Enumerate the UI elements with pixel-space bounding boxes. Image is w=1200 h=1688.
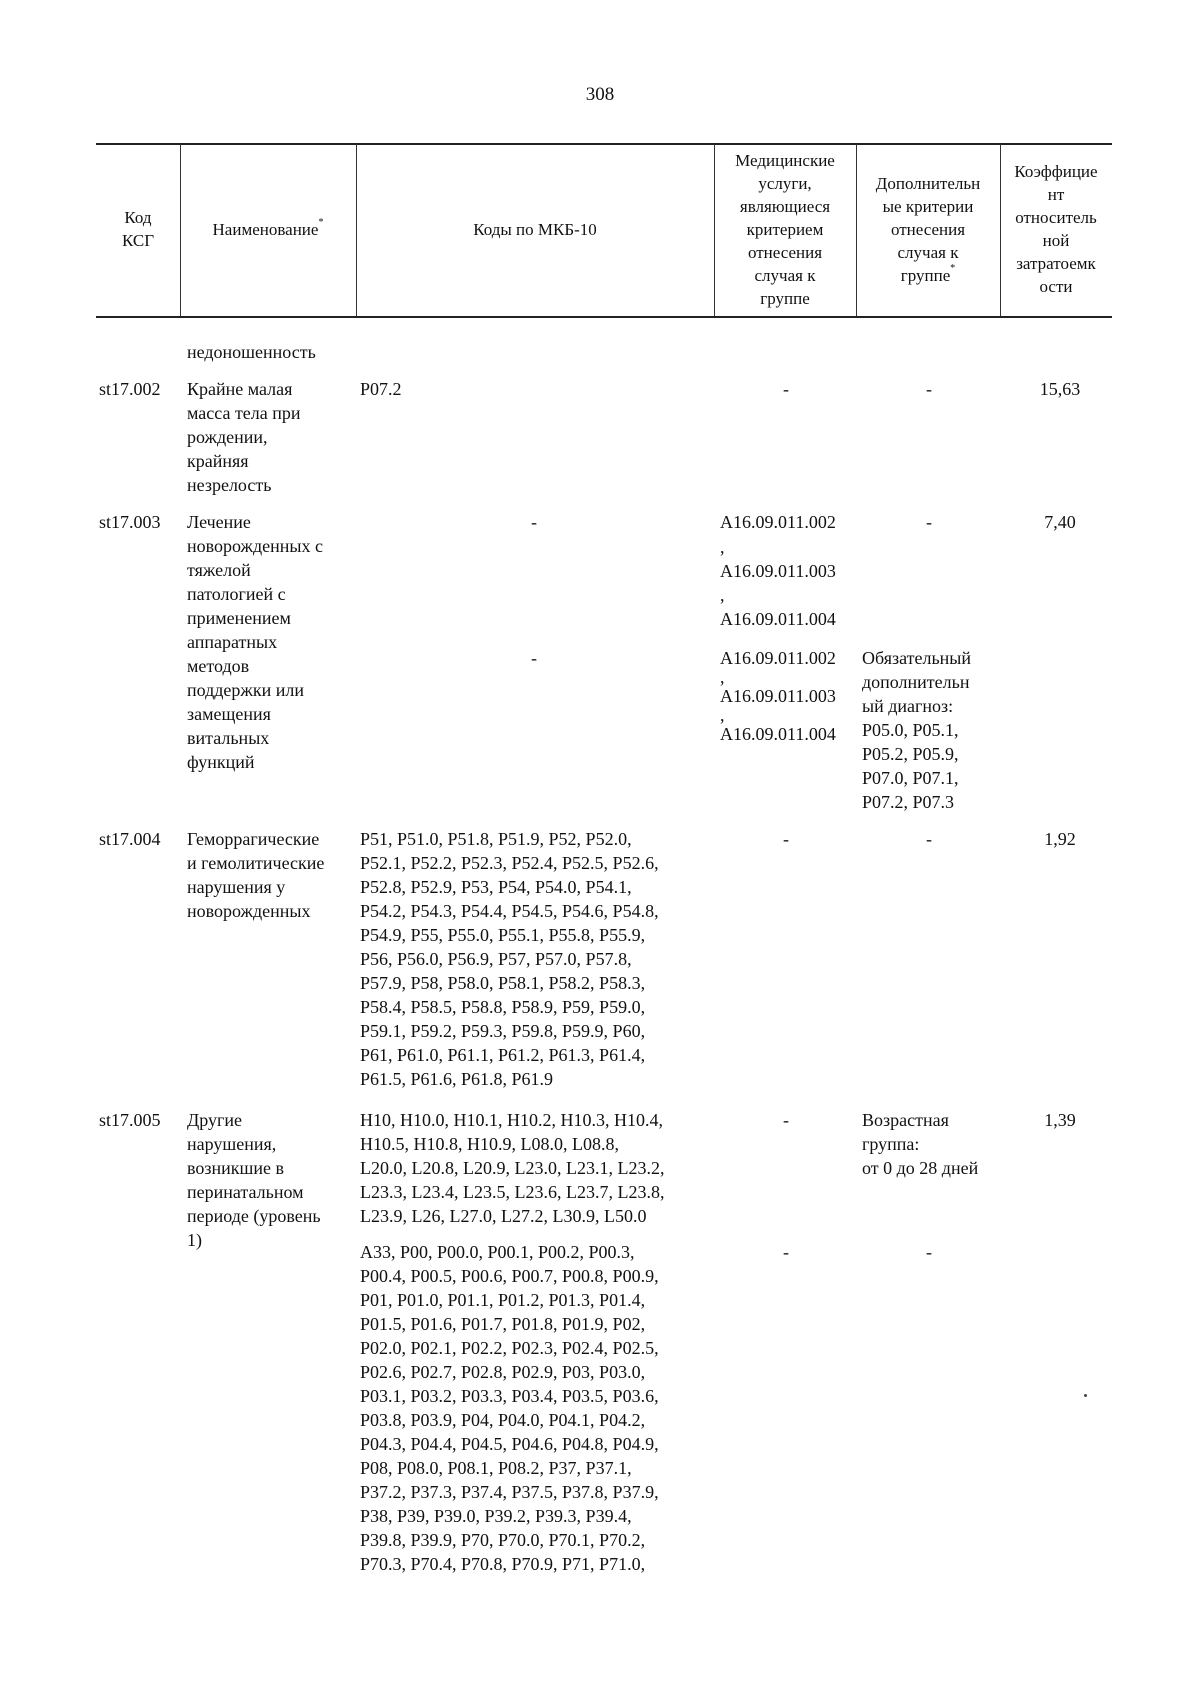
header-services	[714, 149, 856, 310]
row-services: -	[783, 829, 789, 849]
icd-line: P02.0, P02.1, P02.2, P02.3, P02.4, P02.5,	[360, 1338, 659, 1358]
icd-line: P61.5, P61.6, P61.8, P61.9	[360, 1069, 554, 1089]
header-coefficient	[1000, 160, 1112, 298]
row-name-line: крайняя	[187, 451, 249, 471]
icd-line: L23.9, L26, L27.0, L27.2, L30.9, L50.0	[360, 1206, 647, 1226]
row-name-line: поддержки или	[187, 680, 304, 700]
icd-line: P51, P51.0, P51.8, P51.9, P52, P52.0,	[360, 829, 632, 849]
extra-line: группа:	[862, 1134, 920, 1154]
header-extra-line: ые критерии	[882, 197, 974, 216]
header-services-line: являющиеся	[739, 197, 831, 216]
row-coefficient: 1,39	[1044, 1110, 1076, 1130]
row-name-line: функций	[187, 752, 255, 772]
row-extra-criteria: -	[926, 1242, 932, 1262]
header-extra-line: случая к	[897, 243, 959, 262]
header-extra-line: отнесения	[890, 220, 966, 239]
icd-line: P37.2, P37.3, P37.4, P37.5, P37.8, P37.9,	[360, 1482, 659, 1502]
header-services-line: Медицинские	[735, 151, 835, 170]
row-name-line: нарушения у	[187, 877, 286, 897]
row-icd-codes: -	[531, 512, 537, 532]
separator: ,	[720, 585, 725, 605]
row-name	[187, 377, 301, 497]
header-coef-line: относитель	[1015, 208, 1097, 227]
row-name-line: Другие	[187, 1110, 243, 1130]
extra-line: Обязательный	[862, 648, 972, 668]
service-code: A16.09.011.002	[720, 512, 836, 532]
row-name-line: витальных	[187, 728, 270, 748]
icd-line: L20.0, L20.8, L20.9, L23.0, L23.1, L23.2,	[360, 1158, 665, 1178]
icd-line: P39.8, P39.9, P70, P70.0, P70.1, P70.2,	[360, 1530, 646, 1550]
icd-line: P54.9, P55, P55.0, P55.1, P55.8, P55.9,	[360, 925, 646, 945]
row-icd-codes	[360, 827, 659, 1091]
row-name-line: тяжелой	[187, 560, 251, 580]
row-extra-criteria	[862, 1108, 978, 1180]
icd-line: P57.9, P58, P58.0, P58.1, P58.2, P58.3,	[360, 973, 646, 993]
row-code: st17.004	[99, 829, 161, 849]
row-extra-criteria	[862, 646, 971, 814]
table-top-border	[96, 143, 1112, 145]
separator: ,	[720, 705, 725, 725]
icd-line: P56, P56.0, P56.9, P57, P57.0, P57.8,	[360, 949, 632, 969]
row-icd-codes: -	[531, 648, 537, 668]
row-name-line: патологией с	[187, 584, 286, 604]
continuation-text: недоношенность	[187, 342, 316, 362]
row-extra-criteria: -	[926, 512, 932, 532]
header-services-line: группе	[760, 289, 810, 308]
header-services-line: услуги,	[758, 174, 812, 193]
row-services: -	[783, 1242, 789, 1262]
row-name-line: новорожденных	[187, 901, 311, 921]
row-icd-codes	[360, 1240, 659, 1576]
separator: ,	[720, 536, 725, 557]
row-name-line: Лечение	[187, 512, 251, 532]
extra-line: от 0 до 28 дней	[862, 1158, 979, 1178]
footnote-mark: *	[950, 263, 956, 274]
icd-line: P01.5, P01.6, P01.7, P01.8, P01.9, P02,	[360, 1314, 646, 1334]
header-coef-line: ной	[1042, 231, 1070, 250]
row-name-line: Геморрагические	[187, 829, 320, 849]
header-coef-line: нт	[1047, 185, 1065, 204]
header-icd-text: Коды по МКБ-10	[473, 220, 597, 239]
icd-line: H10.5, H10.8, H10.9, L08.0, L08.8,	[360, 1134, 619, 1154]
row-name-line: рождении,	[187, 427, 268, 447]
icd-line: P08, P08.0, P08.1, P08.2, P37, P37.1,	[360, 1458, 632, 1478]
row-name	[187, 1108, 321, 1252]
row-services: -	[783, 379, 789, 399]
row-name-line: возникшие в	[187, 1158, 284, 1178]
service-code: A16.09.011.002	[720, 648, 836, 668]
header-services-line: критерием	[746, 220, 824, 239]
row-name-line: применением	[187, 608, 291, 628]
icd-line: P59.1, P59.2, P59.3, P59.8, P59.9, P60,	[360, 1021, 646, 1041]
row-name-line: масса тела при	[187, 403, 301, 423]
header-coef-line: ости	[1039, 277, 1073, 296]
icd-line: P03.8, P03.9, P04, P04.0, P04.1, P04.2,	[360, 1410, 646, 1430]
icd-line: P58.4, P58.5, P58.8, P58.9, P59, P59.0,	[360, 997, 646, 1017]
service-code: A16.09.011.003	[720, 686, 836, 706]
header-name-text: Наименование	[212, 220, 319, 239]
row-icd-codes: P07.2	[360, 379, 402, 399]
icd-line: P61, P61.0, P61.1, P61.2, P61.3, P61.4,	[360, 1045, 646, 1065]
icd-line: A33, P00, P00.0, P00.1, P00.2, P00.3,	[360, 1242, 635, 1262]
service-code: A16.09.011.003	[720, 560, 836, 581]
icd-line: L23.3, L23.4, L23.5, L23.6, L23.7, L23.8,	[360, 1182, 665, 1202]
separator: ,	[720, 667, 725, 687]
header-coef-line: Коэффицие	[1014, 162, 1098, 181]
icd-line: P00.4, P00.5, P00.6, P00.7, P00.8, P00.9,	[360, 1266, 659, 1286]
row-name-line: 1)	[187, 1230, 202, 1250]
icd-line: P54.2, P54.3, P54.4, P54.5, P54.6, P54.8,	[360, 901, 659, 921]
row-coefficient: 1,92	[1044, 829, 1076, 849]
row-name-line: периоде (уровень	[187, 1206, 321, 1226]
row-name	[187, 510, 323, 774]
footnote-mark: *	[318, 217, 324, 228]
page-number: 308	[585, 84, 615, 105]
header-coef-line: затратоемк	[1016, 254, 1096, 273]
row-name-line: методов	[187, 656, 250, 676]
header-extra-criteria	[856, 172, 1000, 287]
service-code: A16.09.011.004	[720, 724, 836, 744]
row-coefficient: 15,63	[1039, 379, 1081, 399]
extra-line: P07.2, P07.3	[862, 792, 955, 812]
service-code: A16.09.011.004	[720, 609, 836, 629]
table-header-bottom-border	[96, 316, 1112, 318]
row-name-line: замещения	[187, 704, 271, 724]
header-name	[180, 218, 356, 241]
icd-line: P03.1, P03.2, P03.3, P03.4, P03.5, P03.6,	[360, 1386, 659, 1406]
row-code: st17.003	[99, 512, 161, 532]
icd-line: P52.1, P52.2, P52.3, P52.4, P52.5, P52.6,	[360, 853, 659, 873]
extra-line: P05.2, P05.9,	[862, 744, 959, 764]
header-icd-codes	[356, 218, 714, 241]
row-services	[720, 510, 836, 632]
row-extra-criteria: -	[926, 379, 932, 399]
header-extra-line: группе	[900, 266, 951, 285]
icd-line: P70.3, P70.4, P70.8, P70.9, P71, P71.0,	[360, 1554, 646, 1574]
row-name-line: нарушения,	[187, 1134, 277, 1154]
row-code: st17.005	[99, 1110, 161, 1130]
icd-line: P02.6, P02.7, P02.8, P02.9, P03, P03.0,	[360, 1362, 646, 1382]
header-services-line: отнесения	[747, 243, 823, 262]
row-name-line: и гемолитические	[187, 853, 325, 873]
scan-speck	[1084, 1394, 1087, 1397]
row-icd-codes	[360, 1108, 664, 1228]
icd-line: P52.8, P52.9, P53, P54, P54.0, P54.1,	[360, 877, 632, 897]
row-name-line: Крайне малая	[187, 379, 293, 399]
extra-line: ый диагноз:	[862, 696, 954, 716]
extra-line: дополнительн	[862, 672, 970, 692]
header-code	[96, 206, 180, 252]
icd-line: P01, P01.0, P01.1, P01.2, P01.3, P01.4,	[360, 1290, 646, 1310]
icd-line: P04.3, P04.4, P04.5, P04.6, P04.8, P04.9,	[360, 1434, 659, 1454]
row-name	[187, 827, 324, 923]
row-name-line: незрелость	[187, 475, 272, 495]
icd-line: H10, H10.0, H10.1, H10.2, H10.3, H10.4,	[360, 1110, 663, 1130]
row-extra-criteria: -	[926, 829, 932, 849]
row-code: st17.002	[99, 379, 161, 399]
header-extra-line: Дополнительн	[875, 174, 981, 193]
extra-line: P07.0, P07.1,	[862, 768, 959, 788]
icd-line: P38, P39, P39.0, P39.2, P39.3, P39.4,	[360, 1506, 632, 1526]
extra-line: P05.0, P05.1,	[862, 720, 959, 740]
header-code-line: Код	[124, 208, 152, 227]
row-name-line: новорожденных с	[187, 536, 323, 556]
row-services	[720, 646, 836, 746]
row-name-line: аппаратных	[187, 632, 278, 652]
row-coefficient: 7,40	[1044, 512, 1076, 532]
header-services-line: случая к	[754, 266, 816, 285]
header-code-line: КСГ	[121, 231, 155, 250]
row-services: -	[783, 1110, 789, 1130]
row-name-line: перинатальном	[187, 1182, 304, 1202]
extra-line: Возрастная	[862, 1110, 949, 1130]
